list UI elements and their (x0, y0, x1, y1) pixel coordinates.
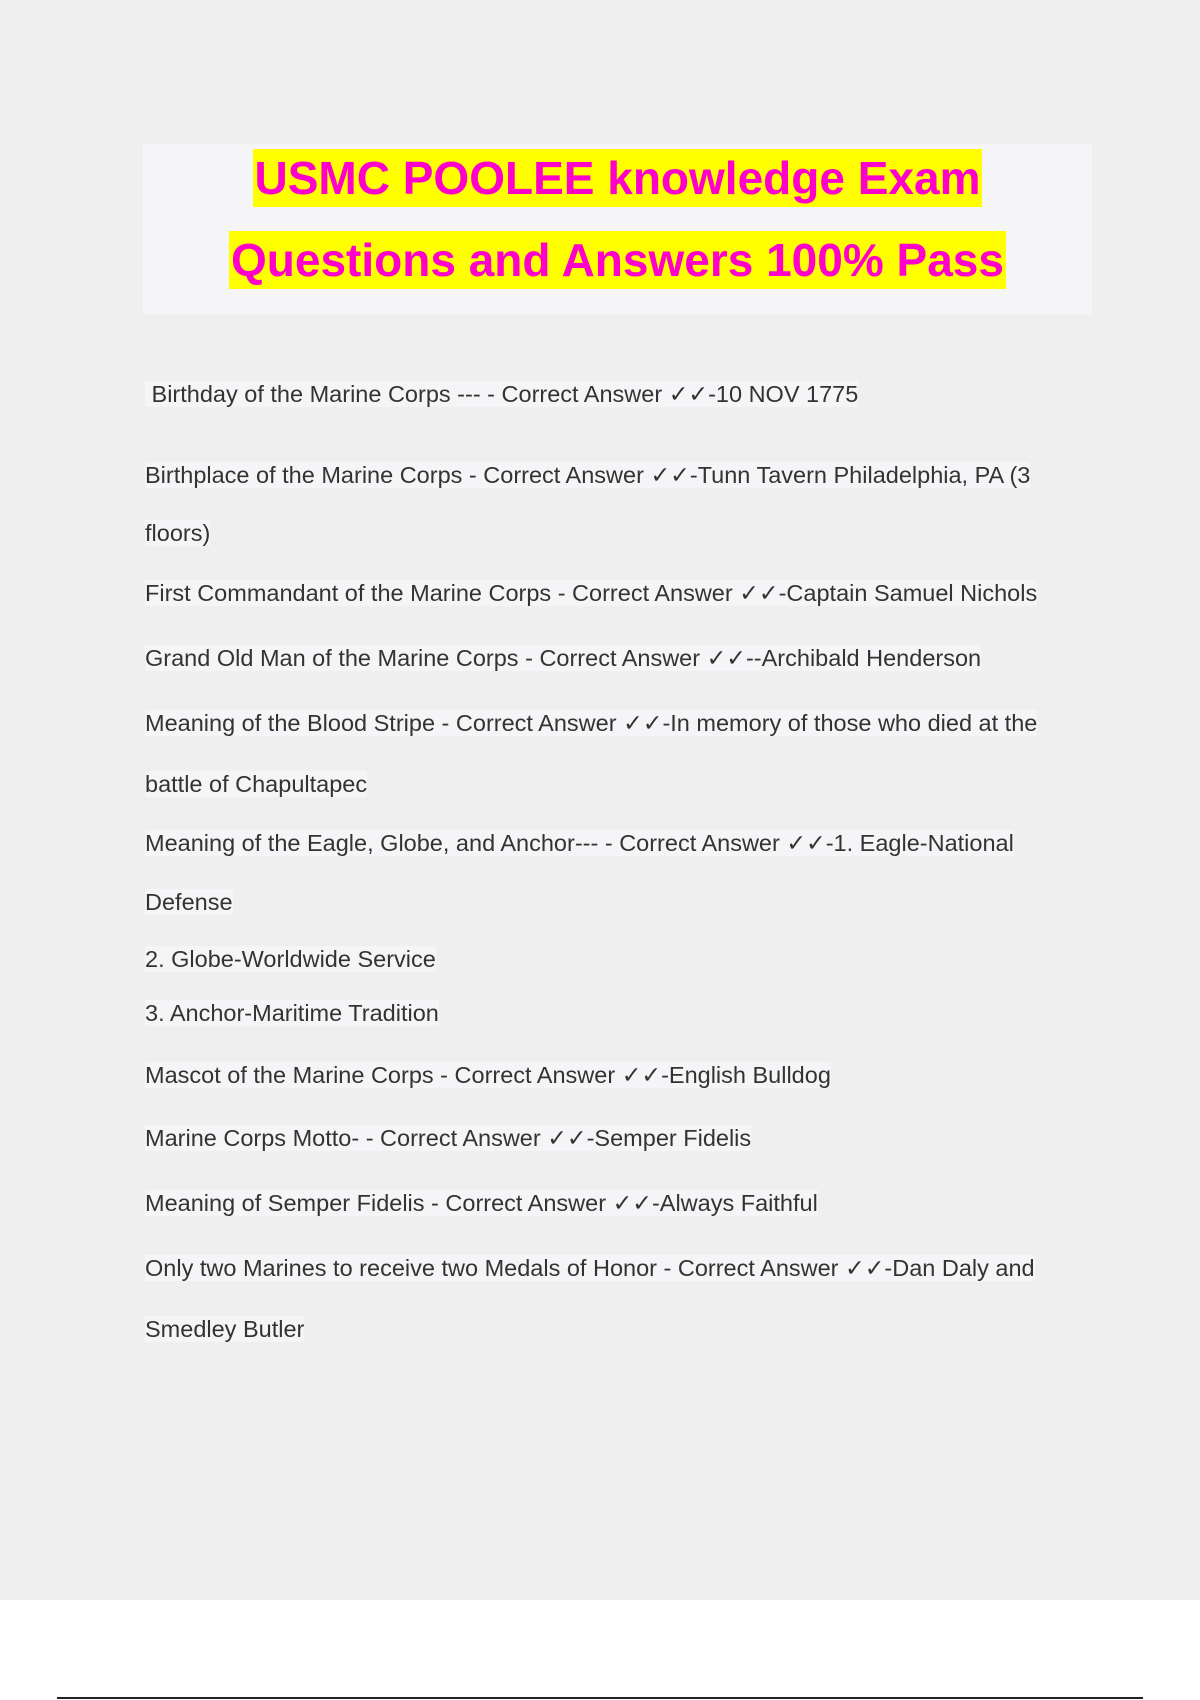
qa-line (145, 709, 1037, 737)
qa-text: Marine Corps Motto- - Correct Answer ✓✓-Semper Fidelis (145, 1125, 752, 1151)
qa-text: 3. Anchor-Maritime Tradition (145, 1000, 439, 1026)
qa-text: Meaning of the Blood Stripe - Correct Answer ✓✓-In memory of those who died at the (145, 710, 1038, 736)
footer-divider (57, 1697, 1143, 1699)
page-title-line-2: Questions and Answers 100% Pass (229, 231, 1006, 289)
qa-text: Mascot of the Marine Corps - Correct Answer ✓✓-English Bulldog (145, 1062, 831, 1088)
qa-text: First Commandant of the Marine Corps - Correct Answer ✓✓-Captain Samuel Nichols (145, 580, 1038, 606)
qa-text: battle of Chapultapec (145, 771, 368, 797)
qa-line (145, 946, 436, 973)
title-block (143, 144, 1092, 314)
page-title-line-1: USMC POOLEE knowledge Exam (253, 149, 983, 207)
qa-line (145, 1254, 1035, 1282)
qa-text: floors) (145, 520, 211, 546)
qa-text: Grand Old Man of the Marine Corps - Correct Answer ✓✓--Archibald Henderson (145, 645, 982, 671)
qa-line (145, 579, 1037, 607)
qa-line (145, 461, 1030, 489)
qa-line (145, 1189, 818, 1217)
qa-line (145, 889, 233, 916)
qa-text: Meaning of the Eagle, Globe, and Anchor--- - Correct Answer ✓✓-1. Eagle-National (145, 830, 1014, 856)
qa-line (145, 1061, 831, 1089)
qa-line (145, 644, 981, 672)
qa-line (145, 380, 858, 408)
qa-text: Smedley Butler (145, 1316, 305, 1342)
qa-line (145, 1316, 304, 1343)
qa-line (145, 771, 367, 798)
qa-line (145, 1000, 439, 1027)
qa-line (145, 1124, 751, 1152)
qa-text: Only two Marines to receive two Medals of Honor - Correct Answer ✓✓-Dan Daly and (145, 1255, 1035, 1281)
qa-line (145, 829, 1014, 857)
qa-text: Birthday of the Marine Corps --- - Correct Answer ✓✓-10 NOV 1775 (145, 381, 859, 407)
qa-text: Defense (145, 889, 233, 915)
qa-line (145, 520, 210, 547)
qa-text: 2. Globe-Worldwide Service (145, 946, 436, 972)
qa-text: Meaning of Semper Fidelis - Correct Answer ✓✓-Always Faithful (145, 1190, 818, 1216)
qa-text: Birthplace of the Marine Corps - Correct Answer ✓✓-Tunn Tavern Philadelphia, PA (3 (145, 462, 1031, 488)
